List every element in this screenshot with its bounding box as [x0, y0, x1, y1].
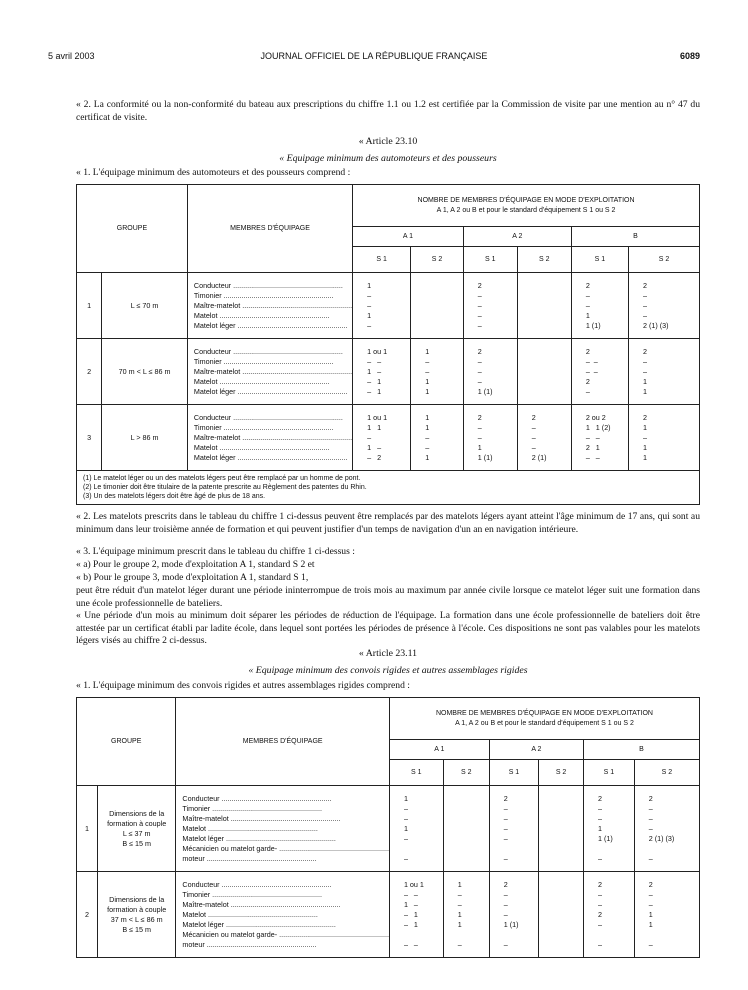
member-label: Maître-matelot ..... — [182, 900, 389, 910]
members-cell — [187, 273, 352, 339]
crew-count-values: 2 – – – – 2 – — [585, 346, 598, 396]
page-header — [48, 51, 700, 65]
crew-count-values: 2 – – – 2 (1) (3) — [642, 280, 669, 330]
crew-count-cell — [353, 273, 411, 339]
standard-header: S 1 — [389, 760, 443, 786]
crew-count-cell — [628, 273, 699, 339]
crew-count-cell — [389, 872, 443, 958]
crew-count-values: 1 – – 1 1 — [425, 346, 430, 396]
crew-count-cell — [443, 786, 489, 872]
member-label: moteur ..... — [182, 854, 389, 864]
member-label: Maître-matelot ..... — [194, 367, 352, 377]
member-label: Timonier ..... — [182, 804, 389, 814]
crew-count-values: 1 ou 1 – – 1 – – 1 – 1 — [367, 346, 388, 396]
group-number: 1 — [77, 273, 102, 339]
standard-header: S 2 — [634, 760, 699, 786]
member-label: Matelot ..... — [182, 824, 389, 834]
table-row — [77, 405, 700, 471]
col-header-nombre-line1: NOMBRE DE MEMBRES D'ÉQUIPAGE EN MODE D'EXPLOITATION — [417, 196, 635, 204]
crew-count-cell — [489, 872, 538, 958]
member-label: Maître-matelot ..... — [194, 301, 352, 311]
paragraph-4: « Une période d'un mois au minimum doit séparer les périodes de réduction de l'équipage. La formation dans une école professionnelle de bateliers doit être attestée par un certificat établi par ladite école, dans lequel sont portées les périodes de présence à l'école. Ces dispositions ne sont pas valables pour les matelots légers visés au chiffre 2 ci-dessus. — [76, 610, 700, 647]
crew-count-cell — [628, 405, 699, 471]
crew-count-values: 2 – – – 2 (1) (3) – — [648, 793, 675, 863]
header-title: JOURNAL OFFICIEL DE LA RÉPUBLIQUE FRANÇAISE — [260, 51, 488, 61]
standard-header: S 1 — [584, 760, 635, 786]
group-label: L > 86 m — [102, 405, 188, 471]
member-label: Matelot léger ..... — [194, 453, 352, 463]
member-label: Maître-matelot ..... — [182, 814, 389, 824]
crew-count-cell — [517, 273, 571, 339]
crew-count-cell — [463, 405, 517, 471]
col-header-nombre-line2: A 1, A 2 ou B et pour le standard d'équipement S 1 ou S 2 — [436, 206, 616, 214]
crew-count-cell — [463, 339, 517, 405]
standard-header: S 1 — [353, 247, 411, 273]
crew-count-values: 2 ou 2 1 1 (2) – – 2 1 – – — [585, 412, 611, 462]
members-cell — [187, 339, 352, 405]
standard-header: S 2 — [411, 247, 464, 273]
group-number: 2 — [77, 872, 98, 958]
member-label: Timonier ..... — [182, 890, 389, 900]
crew-count-values: 2 – – 1 1 (1) – — [598, 793, 613, 863]
crew-count-cell — [463, 273, 517, 339]
group-label: Dimensions de la formation à couple L ≤ 37 m B ≤ 15 m — [97, 786, 175, 872]
crew-count-cell — [489, 786, 538, 872]
mode-header: A 1 — [389, 740, 489, 760]
article-23-10-intro: « 1. L'équipage minimum des automoteurs et des pousseurs comprend : — [76, 167, 351, 178]
standard-header: S 2 — [539, 760, 584, 786]
crew-count-cell — [571, 273, 628, 339]
mode-header: A 2 — [489, 740, 583, 760]
crew-count-values: 2 – – 1 1 – — [648, 879, 653, 949]
members-cell — [176, 786, 390, 872]
crew-count-values: 2 – – – 1 (1) – — [503, 879, 519, 949]
standard-header: S 1 — [571, 247, 628, 273]
crew-count-cell — [411, 405, 464, 471]
col-header-nombre-line1: NOMBRE DE MEMBRES D'ÉQUIPAGE EN MODE D'EXPLOITATION — [435, 709, 653, 717]
group-label: L ≤ 70 m — [102, 273, 188, 339]
crew-count-values: 1 – – 1 1 – — [457, 879, 462, 949]
member-label: moteur ..... — [182, 940, 389, 950]
member-label: Conducteur ..... — [182, 794, 389, 804]
col-header-nombre — [353, 185, 700, 227]
member-label: Timonier ..... — [194, 291, 352, 301]
mode-header: B — [571, 227, 699, 247]
crew-count-cell — [634, 872, 699, 958]
col-header-nombre — [389, 698, 699, 740]
article-23-11-heading: « Article 23.11 — [358, 648, 418, 659]
paragraph-3b: « b) Pour le groupe 3, mode d'exploitation A 1, standard S 1, — [76, 572, 309, 583]
crew-count-cell — [411, 273, 464, 339]
crew-count-values: 2 – – 1 1 (1) — [477, 412, 493, 462]
crew-count-values: 2 – – – 2 (1) — [531, 412, 547, 462]
crew-count-values: 1 ou 1 – – 1 – – 1 – 1 – – — [403, 879, 424, 949]
group-label: Dimensions de la formation à couple 37 m < L ≤ 86 m B ≤ 15 m — [97, 872, 175, 958]
paragraph-3c: peut être réduit d'un matelot léger durant une période ininterrompue de trois mois au maximum par année civile lorsque ce matelot léger suit une formation dans une école professionnelle de bateliers. — [76, 585, 700, 609]
col-header-nombre-line2: A 1, A 2 ou B et pour le standard d'équipement S 1 ou S 2 — [455, 719, 634, 727]
crew-count-cell — [584, 872, 635, 958]
col-header-groupe: GROUPE — [77, 698, 176, 786]
crew-count-values: 2 1 – 1 1 — [642, 412, 647, 462]
crew-count-values: 1 ou 1 1 1 – 1 – – 2 — [367, 412, 388, 462]
col-header-groupe: GROUPE — [77, 185, 188, 273]
article-23-11-title: « Equipage minimum des convois rigides et autres assemblages rigides — [248, 665, 528, 676]
member-label: Matelot ..... — [182, 910, 389, 920]
header-date: 5 avril 2003 — [48, 51, 95, 61]
mode-header: A 2 — [463, 227, 571, 247]
member-label: Conducteur ..... — [182, 880, 389, 890]
footnote-3: (3) Un des matelots légers doit être âgé de plus de 18 ans. — [83, 493, 266, 500]
member-label: Matelot ..... — [194, 311, 352, 321]
table-footnotes — [77, 471, 700, 505]
crew-count-values: 2 – – – 1 (1) — [477, 346, 493, 396]
crew-count-cell — [389, 786, 443, 872]
crew-count-cell — [571, 339, 628, 405]
article-23-10-heading: « Article 23.10 — [358, 136, 418, 147]
members-cell — [187, 405, 352, 471]
paragraph-3a: « a) Pour le groupe 2, mode d'exploitation A 1, standard S 2 et — [76, 559, 315, 570]
article-23-11-intro: « 1. L'équipage minimum des convois rigides et autres assemblages rigides comprend : — [76, 680, 410, 691]
group-number: 3 — [77, 405, 102, 471]
member-label: Matelot léger ..... — [194, 387, 352, 397]
group-number: 2 — [77, 339, 102, 405]
member-label: Timonier ..... — [194, 357, 352, 367]
crew-count-values: 2 – – 1 1 (1) — [585, 280, 601, 330]
standard-header: S 2 — [628, 247, 699, 273]
member-label: Matelot léger ..... — [182, 920, 389, 930]
article-23-10-title: « Equipage minimum des automoteurs et des pousseurs — [279, 153, 497, 164]
crew-count-cell — [517, 405, 571, 471]
standard-header: S 2 — [517, 247, 571, 273]
member-label: Conducteur ..... — [194, 281, 352, 291]
crew-count-cell — [353, 339, 411, 405]
member-label: Maître-matelot ..... — [194, 433, 352, 443]
col-header-membres: MEMBRES D'ÉQUIPAGE — [176, 698, 390, 786]
mode-header: B — [584, 740, 700, 760]
member-label: Mécanicien ou matelot garde- ..... — [182, 930, 389, 940]
footnote-1: (1) Le matelot léger ou un des matelots légers peut être remplacé par un homme de pont. — [83, 475, 361, 482]
paragraph-2: « 2. Les matelots prescrits dans le tableau du chiffre 1 ci-dessus peuvent être remplacés par des matelots légers ayant atteint l'âge minimum de 17 ans, qui sont au minimum dans leur troisième année de formation et qui peuvent justifier d'un temps de navigation d'un an en navigation intérieure. — [76, 511, 700, 535]
crew-count-values: 2 – – 1 1 — [642, 346, 647, 396]
header-page-number: 6089 — [679, 51, 700, 61]
standard-header: S 2 — [443, 760, 489, 786]
crew-count-values: 1 – – 1 – – — [403, 793, 408, 863]
member-label: Conducteur ..... — [194, 413, 352, 423]
table-row — [77, 786, 700, 872]
member-label: Timonier ..... — [194, 423, 352, 433]
standard-header: S 1 — [489, 760, 538, 786]
crew-count-values: 2 – – – – – — [503, 793, 508, 863]
crew-count-cell — [584, 786, 635, 872]
standard-header: S 1 — [463, 247, 517, 273]
table-row — [77, 872, 700, 958]
crew-count-cell — [539, 786, 584, 872]
member-label: Matelot léger ..... — [182, 834, 389, 844]
paragraph-conformity: « 2. La conformité ou la non-conformité du bateau aux prescriptions du chiffre 1.1 ou 1.2 est certifiée par la Commission de visite par une mention au n° 47 du certificat de visite. — [76, 99, 700, 123]
crew-count-cell — [571, 405, 628, 471]
member-label: Matelot léger ..... — [194, 321, 352, 331]
crew-count-cell — [634, 786, 699, 872]
crew-count-cell — [539, 872, 584, 958]
member-label: Mécanicien ou matelot garde- ..... — [182, 844, 389, 854]
crew-table-convois — [76, 697, 700, 958]
table-row — [77, 339, 700, 405]
crew-count-values: 2 – – 2 – – — [598, 879, 602, 949]
crew-count-values: 1 1 – – 1 — [425, 412, 430, 462]
paragraph-3: « 3. L'équipage minimum prescrit dans le tableau du chiffre 1 ci-dessus : — [76, 546, 355, 557]
member-label: Conducteur ..... — [194, 347, 352, 357]
crew-table-automoteurs — [76, 184, 700, 505]
member-label: Matelot ..... — [194, 377, 352, 387]
crew-count-cell — [411, 339, 464, 405]
group-number: 1 — [77, 786, 98, 872]
member-label: Matelot ..... — [194, 443, 352, 453]
table-row — [77, 273, 700, 339]
crew-count-cell — [443, 872, 489, 958]
group-label: 70 m < L ≤ 86 m — [102, 339, 188, 405]
members-cell — [176, 872, 390, 958]
crew-count-cell — [353, 405, 411, 471]
col-header-membres: MEMBRES D'ÉQUIPAGE — [187, 185, 352, 273]
mode-header: A 1 — [353, 227, 464, 247]
crew-count-cell — [628, 339, 699, 405]
footnote-2: (2) Le timonier doit être titulaire de la patente prescrite au Règlement des patentes du Rhin. — [83, 484, 367, 491]
crew-count-values: 1 – – 1 – — [367, 280, 372, 330]
crew-count-cell — [517, 339, 571, 405]
crew-count-values: 2 – – – – — [477, 280, 482, 330]
